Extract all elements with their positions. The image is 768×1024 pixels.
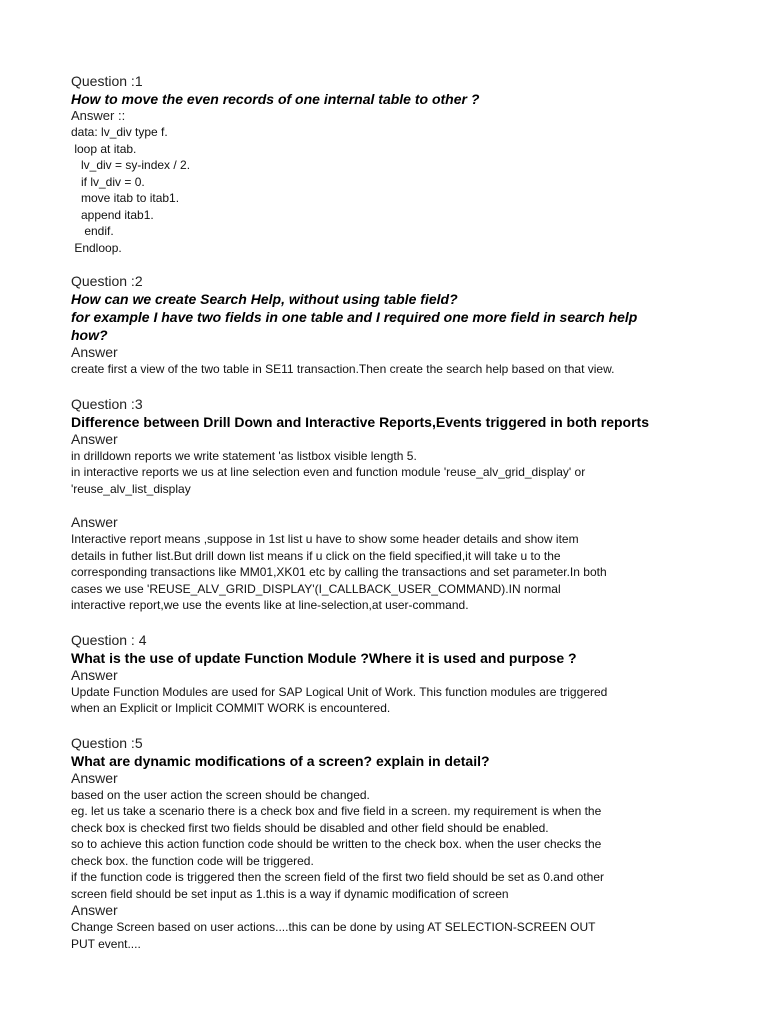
question-2	[71, 273, 711, 378]
answer-line: PUT event....	[71, 936, 141, 951]
question-2-title-line: how?	[71, 327, 108, 343]
answer-line: in drilldown reports we write statement 'as listbox visible length 5.	[71, 448, 417, 463]
answer-line: check box is checked first two fields should be disabled and other field should be enabled.	[71, 820, 549, 835]
answer-line: interactive report,we use the events like at line-selection,at user-command.	[71, 598, 469, 612]
question-3-title: Difference between Drill Down and Interactive Reports,Events triggered in both reports	[71, 413, 649, 430]
answer-line: Change Screen based on user actions....this can be done by using AT SELECTION-SCREEN OUT	[71, 920, 596, 934]
question-4-answer-label: Answer	[71, 666, 118, 683]
question-5-answer-2-label: Answer	[71, 902, 118, 918]
code-line: if lv_div = 0.	[71, 174, 145, 189]
question-5-answer-1-label: Answer	[71, 769, 118, 786]
question-1-label: Question :1	[71, 73, 143, 89]
document-page	[71, 73, 711, 952]
question-1-title: How to move the even records of one internal table to other ?	[71, 91, 480, 107]
question-2-answer-label: Answer	[71, 344, 118, 360]
answer-line: corresponding transactions like MM01,XK01 etc by calling the transactions and set parameter.In both	[71, 565, 607, 579]
answer-line: eg. let us take a scenario there is a check box and five field in a screen. my requirement is when the	[71, 804, 602, 818]
question-3	[71, 396, 711, 614]
code-line: endif.	[71, 224, 114, 238]
question-4	[71, 632, 711, 717]
question-1	[71, 73, 711, 256]
answer-line: Update Function Modules are used for SAP Logical Unit of Work. This function modules are triggered	[71, 684, 608, 699]
question-3-answer-2-label: Answer	[71, 514, 118, 530]
question-2-title-line: How can we create Search Help, without using table field?	[71, 291, 458, 307]
question-4-label: Question : 4	[71, 631, 147, 648]
code-line: loop at itab.	[71, 141, 137, 156]
question-2-label: Question :2	[71, 273, 143, 289]
code-line: Endloop.	[71, 240, 122, 255]
answer-line: cases we use 'REUSE_ALV_GRID_DISPLAY'(I_CALLBACK_USER_COMMAND).IN normal	[71, 581, 561, 596]
question-5-title: What are dynamic modifications of a screen? explain in detail?	[71, 752, 490, 769]
code-line: append itab1.	[71, 207, 154, 222]
answer-line: when an Explicit or Implicit COMMIT WORK is encountered.	[71, 701, 391, 715]
code-line: data: lv_div type f.	[71, 125, 168, 139]
code-line: move itab to itab1.	[71, 191, 180, 205]
answer-line: if the function code is triggered then the screen field of the first two field should be set as 0.and other	[71, 870, 604, 884]
question-4-title: What is the use of update Function Module ?Where it is used and purpose ?	[71, 649, 577, 666]
question-2-title-line: for example I have two fields in one table and I required one more field in search help	[71, 309, 638, 325]
question-3-label: Question :3	[71, 395, 143, 412]
answer-line: Interactive report means ,suppose in 1st list u have to show some header details and show item	[71, 532, 579, 546]
question-1-answer-label: Answer ::	[71, 108, 126, 123]
question-3-answer-1-label: Answer	[71, 430, 118, 447]
answer-line: screen field should be set input as 1.this is a way if dynamic modification of screen	[71, 886, 509, 901]
question-5-label: Question :5	[71, 734, 143, 751]
answer-line: so to achieve this action function code should be written to the check box. when the user checks the	[71, 837, 602, 851]
question-5	[71, 735, 711, 953]
code-line: lv_div = sy-index / 2.	[71, 158, 191, 172]
answer-line: check box. the function code will be triggered.	[71, 853, 314, 868]
answer-line: in interactive reports we us at line selection even and function module 'reuse_alv_grid_display' or	[71, 465, 586, 479]
answer-line: based on the user action the screen should be changed.	[71, 787, 370, 802]
answer-line: details in futher list.But drill down list means if u click on the field specified,it will take u to the	[71, 548, 561, 563]
question-2-answer: create first a view of the two table in SE11 transaction.Then create the search help based on that view.	[71, 362, 615, 376]
answer-line: 'reuse_alv_list_display	[71, 481, 191, 496]
